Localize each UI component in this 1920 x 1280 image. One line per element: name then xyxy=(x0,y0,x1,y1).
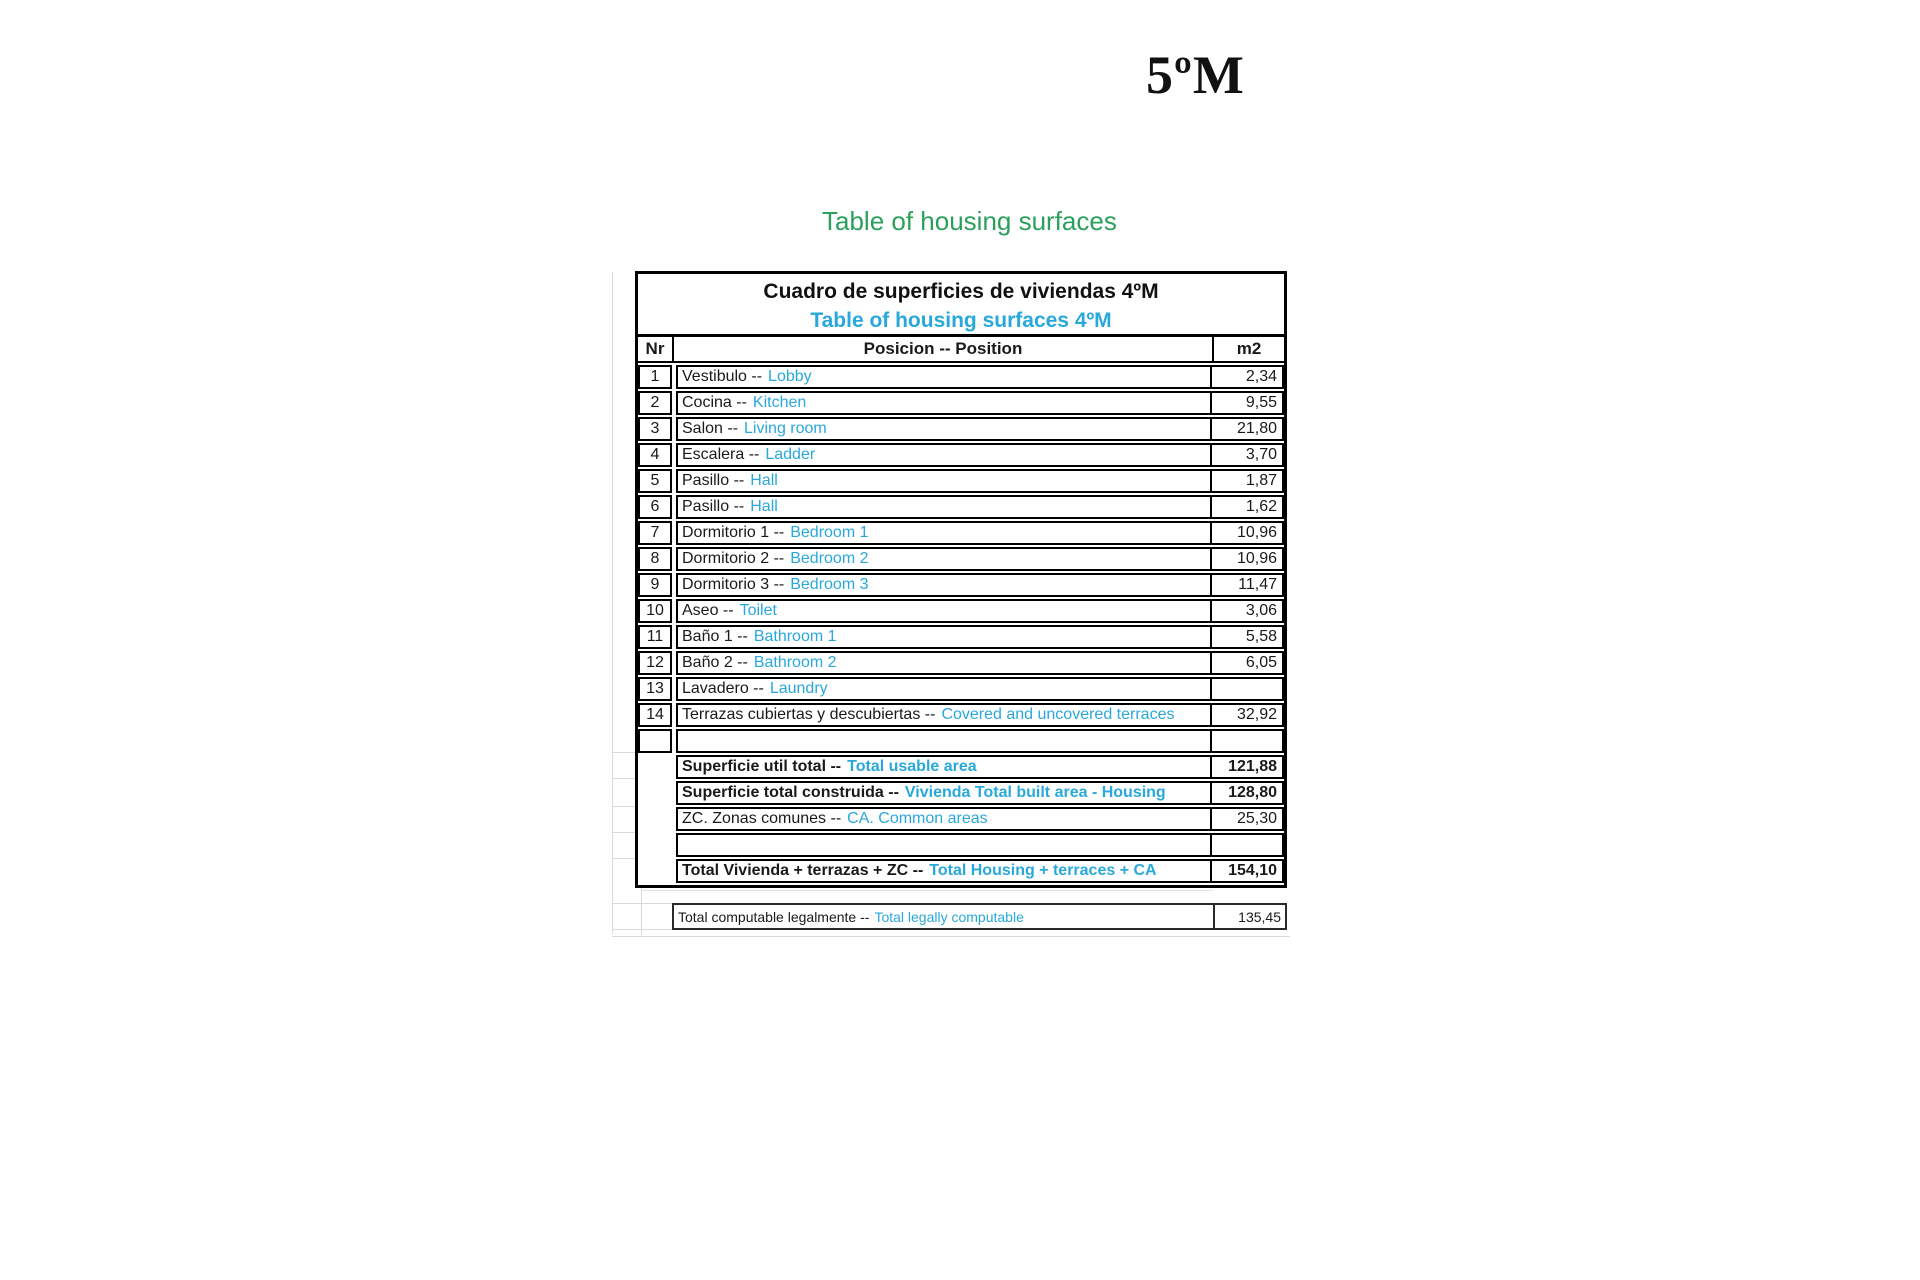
area-value-cell: 6,05 xyxy=(1212,651,1284,675)
column-header-nr: Nr xyxy=(638,337,674,361)
row-number-cell: 6 xyxy=(638,495,672,519)
position-cell xyxy=(676,755,1212,779)
row-number-cell: 11 xyxy=(638,625,672,649)
table-row xyxy=(638,547,1284,571)
legal-label-english: Total legally computable xyxy=(874,908,1024,925)
position-english-text: Total Housing + terraces + CA xyxy=(929,862,1157,879)
row-number-spacer xyxy=(638,833,676,857)
position-english-text: Bathroom 2 xyxy=(753,654,837,671)
position-english-text: Toilet xyxy=(739,602,777,619)
position-english-text: Hall xyxy=(750,498,778,515)
position-spanish-text: Baño 2 -- xyxy=(682,654,748,671)
row-number-cell xyxy=(638,729,672,753)
gridline-horizontal xyxy=(612,936,1290,937)
position-cell xyxy=(676,625,1212,649)
summary-row xyxy=(638,755,1284,779)
position-english-text: Bedroom 2 xyxy=(790,550,869,567)
position-english-text: Laundry xyxy=(769,680,828,697)
table-header-row xyxy=(638,337,1284,363)
legal-total-value: 135,45 xyxy=(1213,905,1285,928)
table-row xyxy=(638,417,1284,441)
area-value-cell: 11,47 xyxy=(1212,573,1284,597)
page-title: 5ºM xyxy=(1146,45,1245,105)
table-row xyxy=(638,469,1284,493)
grand-total-row xyxy=(638,859,1284,883)
position-cell xyxy=(676,417,1212,441)
position-english-text: Bedroom 1 xyxy=(790,524,869,541)
position-spanish-text: Lavadero -- xyxy=(682,680,764,697)
gridline-stub xyxy=(612,806,636,807)
empty-row xyxy=(638,833,1284,857)
position-cell xyxy=(676,391,1212,415)
position-spanish-text: Pasillo -- xyxy=(682,498,745,515)
area-value-cell: 154,10 xyxy=(1212,859,1284,883)
position-cell xyxy=(676,573,1212,597)
position-cell xyxy=(676,859,1212,883)
position-spanish-text: Pasillo -- xyxy=(682,472,745,489)
position-spanish-text: Salon -- xyxy=(682,420,739,437)
table-row xyxy=(638,677,1284,701)
column-header-m2: m2 xyxy=(1236,339,1262,358)
row-number-cell: 2 xyxy=(638,391,672,415)
position-spanish-text: Vestibulo -- xyxy=(682,368,763,385)
position-cell xyxy=(676,703,1212,727)
area-value-cell: 121,88 xyxy=(1212,755,1284,779)
column-header-position: Posicion -- Position xyxy=(674,337,1214,361)
position-cell xyxy=(676,651,1212,675)
position-cell xyxy=(676,365,1212,389)
row-number-cell: 8 xyxy=(638,547,672,571)
area-value-cell: 1,62 xyxy=(1212,495,1284,519)
table-row xyxy=(638,495,1284,519)
position-english-text: CA. Common areas xyxy=(847,810,988,827)
area-value-cell xyxy=(1212,729,1284,753)
gridline-stub xyxy=(612,858,636,859)
table-row xyxy=(638,625,1284,649)
row-number-cell: 7 xyxy=(638,521,672,545)
position-cell xyxy=(676,443,1212,467)
table-title-spanish: Cuadro de superficies de viviendas 4ºM xyxy=(763,280,1159,303)
table-title-english: Table of housing surfaces 4ºM xyxy=(638,308,1284,337)
row-number-cell: 9 xyxy=(638,573,672,597)
position-spanish-text: Total Vivienda + terrazas + ZC -- xyxy=(682,862,924,879)
row-number-spacer xyxy=(638,755,676,779)
position-cell xyxy=(676,677,1212,701)
position-english-text: Lobby xyxy=(768,368,812,385)
row-number-spacer xyxy=(638,859,676,883)
position-cell xyxy=(676,547,1212,571)
area-value-cell: 3,06 xyxy=(1212,599,1284,623)
area-value-cell: 25,30 xyxy=(1212,807,1284,831)
position-spanish-text: Superficie util total -- xyxy=(682,758,842,775)
table-heading: Table of housing surfaces xyxy=(822,206,1117,236)
area-value-cell: 5,58 xyxy=(1212,625,1284,649)
position-spanish-text: Escalera -- xyxy=(682,446,760,463)
position-english-text: Covered and uncovered terraces xyxy=(941,706,1175,723)
position-spanish-text: Cocina -- xyxy=(682,394,747,411)
position-cell xyxy=(676,833,1212,857)
position-cell xyxy=(676,781,1212,805)
gridline-stub xyxy=(612,832,636,833)
area-value-cell: 1,87 xyxy=(1212,469,1284,493)
position-spanish-text: Baño 1 -- xyxy=(682,628,748,645)
table-row xyxy=(638,521,1284,545)
area-value-cell xyxy=(1212,833,1284,857)
gridline-stub xyxy=(612,903,672,904)
position-english-text: Kitchen xyxy=(752,394,807,411)
position-english-text: Bedroom 3 xyxy=(790,576,869,593)
position-english-text: Ladder xyxy=(765,446,816,463)
position-english-text: Bathroom 1 xyxy=(753,628,837,645)
row-number-cell: 14 xyxy=(638,703,672,727)
position-spanish-text: Superficie total construida -- xyxy=(682,784,899,801)
legal-total-label xyxy=(674,905,1213,928)
area-value-cell: 128,80 xyxy=(1212,781,1284,805)
area-value-cell: 2,34 xyxy=(1212,365,1284,389)
table-row xyxy=(638,599,1284,623)
area-value-cell: 21,80 xyxy=(1212,417,1284,441)
gridline-vertical-left xyxy=(612,272,613,934)
position-spanish-text: ZC. Zonas comunes -- xyxy=(682,810,842,827)
summary-row xyxy=(638,781,1284,805)
row-number-cell: 3 xyxy=(638,417,672,441)
position-spanish-text: Dormitorio 3 -- xyxy=(682,576,785,593)
position-cell xyxy=(676,521,1212,545)
table-row xyxy=(638,703,1284,727)
surfaces-table xyxy=(635,271,1287,888)
area-value-cell: 10,96 xyxy=(1212,521,1284,545)
position-english-text: Vivienda Total built area - Housing xyxy=(904,784,1166,801)
legal-total-row xyxy=(672,903,1287,930)
table-row xyxy=(638,391,1284,415)
area-value-cell: 10,96 xyxy=(1212,547,1284,571)
position-cell xyxy=(676,807,1212,831)
row-number-spacer xyxy=(638,807,676,831)
table-row xyxy=(638,365,1284,389)
row-number-spacer xyxy=(638,781,676,805)
gridline-horizontal xyxy=(641,890,1213,891)
table-body xyxy=(638,363,1284,883)
legal-label-spanish: Total computable legalmente -- xyxy=(678,908,870,925)
row-number-cell: 12 xyxy=(638,651,672,675)
table-row xyxy=(638,651,1284,675)
position-cell xyxy=(676,729,1212,753)
table-row xyxy=(638,573,1284,597)
position-english-text: Living room xyxy=(744,420,827,437)
area-value-cell: 32,92 xyxy=(1212,703,1284,727)
gridline-stub xyxy=(612,929,672,930)
area-value-cell xyxy=(1212,677,1284,701)
row-number-cell: 1 xyxy=(638,365,672,389)
area-value-cell: 3,70 xyxy=(1212,443,1284,467)
gridline-stub xyxy=(612,778,636,779)
row-number-cell: 10 xyxy=(638,599,672,623)
position-english-text: Total usable area xyxy=(847,758,977,775)
position-cell xyxy=(676,495,1212,519)
area-value-cell: 9,55 xyxy=(1212,391,1284,415)
gridline-stub xyxy=(612,752,636,753)
position-spanish-text: Dormitorio 1 -- xyxy=(682,524,785,541)
empty-row xyxy=(638,729,1284,753)
position-cell xyxy=(676,469,1212,493)
gridline-vertical xyxy=(641,884,642,935)
table-row xyxy=(638,443,1284,467)
position-spanish-text: Dormitorio 2 -- xyxy=(682,550,785,567)
position-cell xyxy=(676,599,1212,623)
row-number-cell: 13 xyxy=(638,677,672,701)
row-number-cell: 5 xyxy=(638,469,672,493)
summary-row xyxy=(638,807,1284,831)
position-spanish-text: Aseo -- xyxy=(682,602,734,619)
position-spanish-text: Terrazas cubiertas y descubiertas -- xyxy=(682,706,936,723)
row-number-cell: 4 xyxy=(638,443,672,467)
position-english-text: Hall xyxy=(750,472,778,489)
